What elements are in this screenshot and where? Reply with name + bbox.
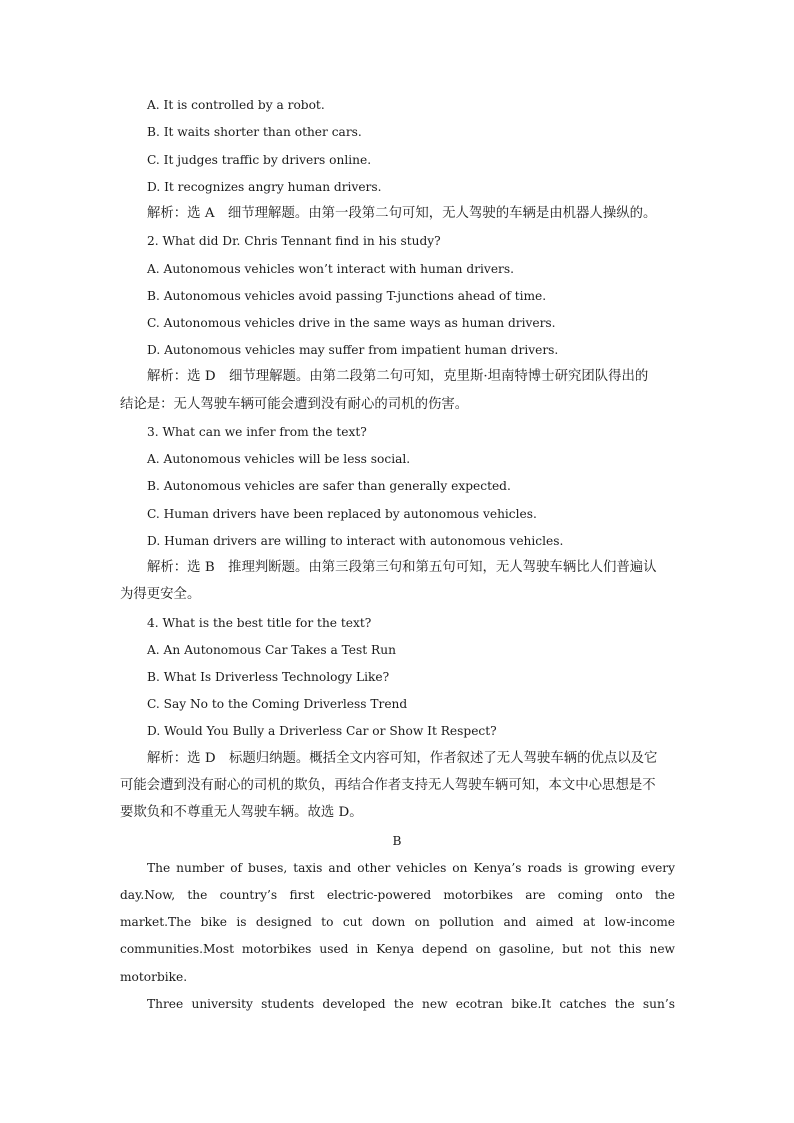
q1-option-c: C. It judges traffic by drivers online. bbox=[147, 153, 372, 167]
para1-line5: motorbike. bbox=[120, 970, 188, 984]
q1-option-d: D. It recognizes angry human drivers. bbox=[147, 180, 382, 194]
section-b-heading: B bbox=[392, 834, 402, 848]
q4-question: 4. What is the best title for the text? bbox=[147, 616, 372, 630]
q2-question: 2. What did Dr. Chris Tennant find in his study? bbox=[147, 234, 441, 248]
para1-line4: communities.Most motorbikes used in Kenya depend on gasoline, but not this new bbox=[120, 942, 675, 956]
q3-option-c: C. Human drivers have been replaced by autonomous vehicles. bbox=[147, 507, 537, 521]
q1-option-a: A. It is controlled by a robot. bbox=[147, 98, 325, 112]
q4-option-d: D. Would You Bully a Driverless Car or Show It Respect? bbox=[147, 724, 497, 738]
q4-option-c: C. Say No to the Coming Driverless Trend bbox=[147, 697, 408, 711]
para2-line1: Three university students developed the new ecotran bike.It catches the sun’s bbox=[147, 997, 675, 1011]
q4-option-b: B. What Is Driverless Technology Like? bbox=[147, 670, 390, 684]
q1-option-b: B. It waits shorter than other cars. bbox=[147, 125, 362, 139]
q2-option-c: C. Autonomous vehicles drive in the same ways as human drivers. bbox=[147, 316, 556, 330]
para1-line2: day.Now, the country’s first electric-powered motorbikes are coming onto the bbox=[120, 888, 675, 902]
q2-option-a: A. Autonomous vehicles won’t interact with human drivers. bbox=[147, 262, 514, 276]
q3-option-d: D. Human drivers are willing to interact with autonomous vehicles. bbox=[147, 534, 564, 548]
para1-line1: The number of buses, taxis and other vehicles on Kenya’s roads is growing every bbox=[147, 861, 675, 875]
q2-option-b: B. Autonomous vehicles avoid passing T-junctions ahead of time. bbox=[147, 289, 547, 303]
q1-analysis: 解析：选 A 细节理解题。由第一段第二句可知，无人驾驶的车辆是由机器人操纵的。 bbox=[147, 206, 657, 221]
q2-analysis-line1: 解析：选 D 细节理解题。由第二段第二句可知，克里斯·坦南特博士研究团队得出的 bbox=[147, 369, 649, 384]
q3-question: 3. What can we infer from the text? bbox=[147, 425, 367, 439]
q3-option-b: B. Autonomous vehicles are safer than generally expected. bbox=[147, 479, 511, 493]
q2-analysis-line2: 结论是：无人驾驶车辆可能会遭到没有耐心的司机的伤害。 bbox=[120, 397, 469, 412]
q3-analysis-line2: 为得更安全。 bbox=[120, 587, 201, 602]
q3-option-a: A. Autonomous vehicles will be less social. bbox=[147, 452, 411, 466]
q3-analysis-line1: 解析：选 B 推理判断题。由第三段第三句和第五句可知，无人驾驶车辆比人们普遍认 bbox=[147, 560, 657, 575]
q4-option-a: A. An Autonomous Car Takes a Test Run bbox=[147, 643, 396, 657]
q2-option-d: D. Autonomous vehicles may suffer from impatient human drivers. bbox=[147, 343, 559, 357]
q4-analysis-line1: 解析：选 D 标题归纳题。概括全文内容可知，作者叙述了无人驾驶车辆的优点以及它 bbox=[147, 751, 658, 766]
para1-line3: market.The bike is designed to cut down on pollution and aimed at low-income bbox=[120, 915, 675, 929]
q4-analysis-line3: 要欺负和不尊重无人驾驶车辆。故选 D。 bbox=[120, 805, 363, 820]
q4-analysis-line2: 可能会遭到没有耐心的司机的欺负，再结合作者支持无人驾驶车辆可知，本文中心思想是不 bbox=[120, 778, 656, 793]
